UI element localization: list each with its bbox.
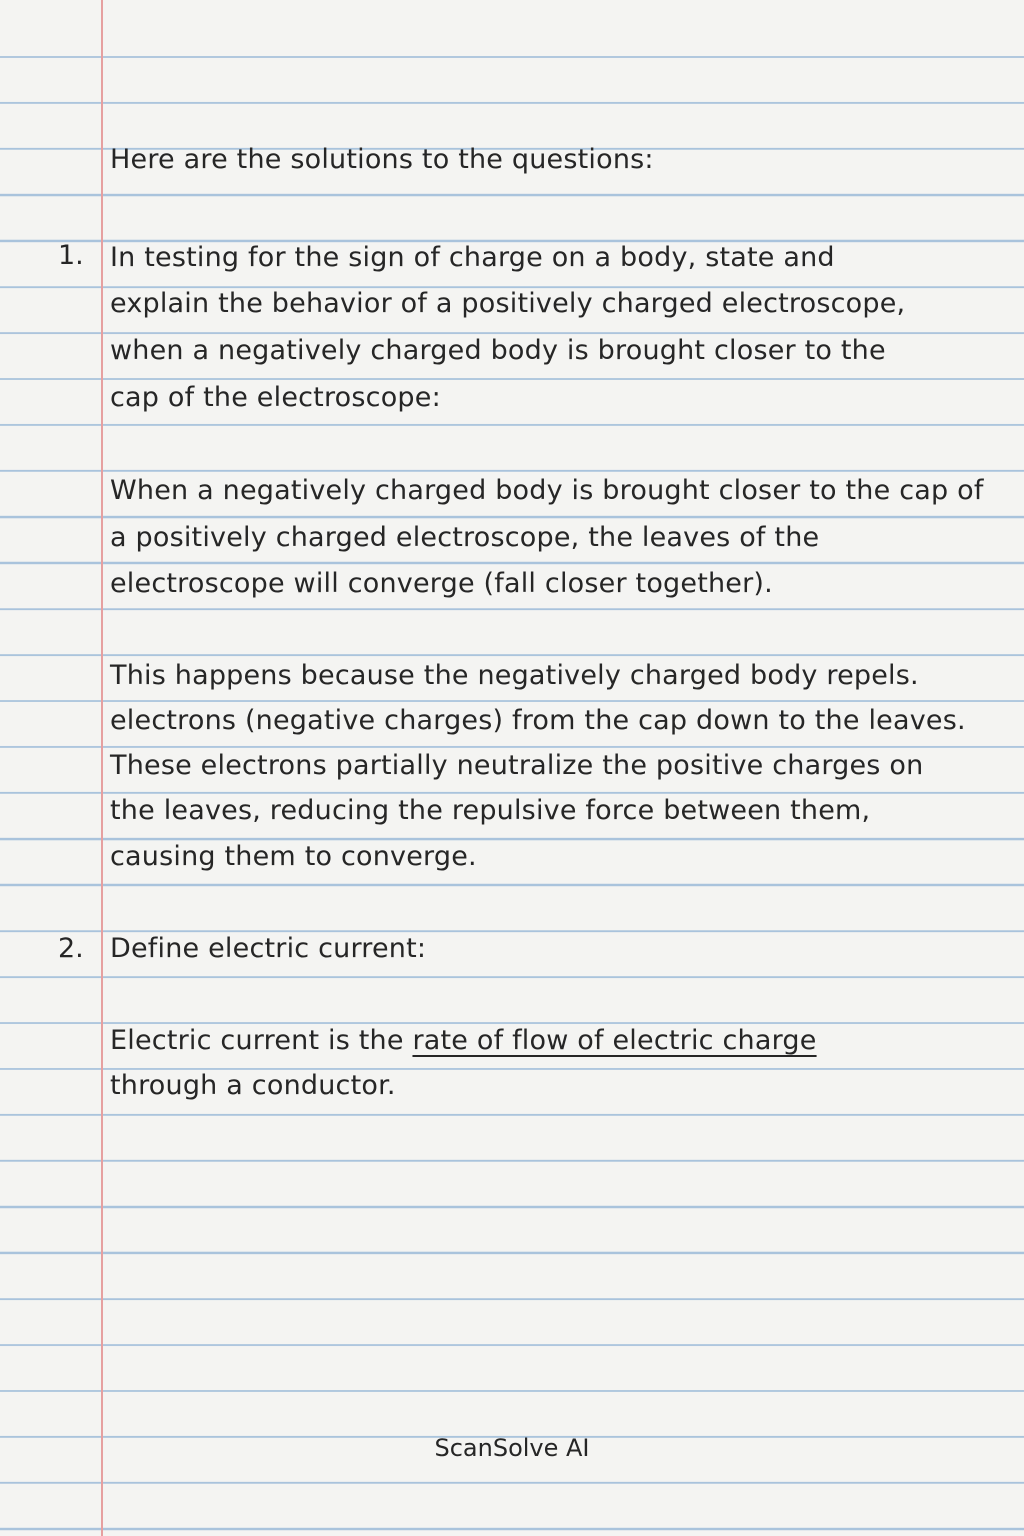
- explanation-1-line: electrons (negative charges) from the cap down to the leaves.: [110, 705, 966, 736]
- answer-1-line: When a negatively charged body is brought closer to the cap of: [110, 475, 984, 506]
- question-2-number: 2.: [58, 933, 84, 964]
- answer-2-line: [110, 1024, 817, 1058]
- underlined-definition: rate of flow of electric charge: [412, 1025, 817, 1056]
- answer-2-line: through a conductor.: [110, 1070, 396, 1101]
- answer-1-line: a positively charged electroscope, the leaves of the: [110, 522, 820, 553]
- answer-1-line: electroscope will converge (fall closer together).: [110, 568, 773, 599]
- explanation-1-line: causing them to converge.: [110, 841, 477, 872]
- intro-text: Here are the solutions to the questions:: [110, 144, 654, 175]
- footer-brand: ScanSolve AI: [434, 1434, 590, 1462]
- margin-line: [101, 0, 103, 1536]
- explanation-1-line: These electrons partially neutralize the positive charges on: [110, 750, 924, 781]
- explanation-1-line: This happens because the negatively charged body repels.: [110, 660, 919, 691]
- answer-2-text: Electric current is the: [110, 1025, 413, 1056]
- question-2-text: Define electric current:: [110, 933, 427, 964]
- question-1-line: when a negatively charged body is brought closer to the: [110, 335, 886, 366]
- question-1-line: explain the behavior of a positively charged electroscope,: [110, 288, 906, 319]
- question-1-number: 1.: [58, 240, 84, 271]
- explanation-1-line: the leaves, reducing the repulsive force between them,: [110, 795, 871, 826]
- question-1-line: cap of the electroscope:: [110, 382, 441, 413]
- question-1-line: In testing for the sign of charge on a body, state and: [110, 242, 835, 273]
